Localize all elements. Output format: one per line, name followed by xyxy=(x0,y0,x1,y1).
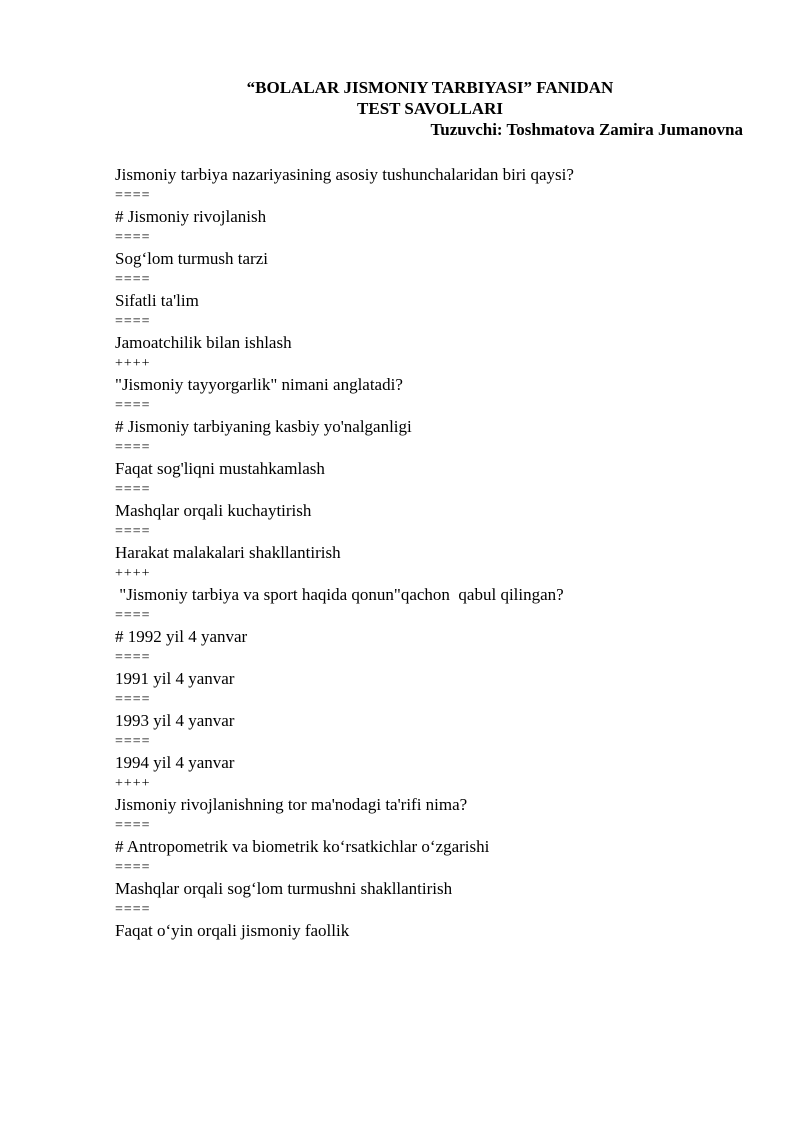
question-text: "Jismoniy tarbiya va sport haqida qonun"qachon qabul qilingan? xyxy=(115,585,564,604)
option-separator: ==== xyxy=(115,608,151,623)
document-subtitle: TEST SAVOLLARI xyxy=(357,99,503,118)
test-questions-list xyxy=(115,163,755,943)
option-separator: ==== xyxy=(115,440,151,455)
option-separator: ==== xyxy=(115,314,151,329)
option-separator: ==== xyxy=(115,902,151,917)
answer-option: Mashqlar orqali kuchaytirish xyxy=(115,501,312,520)
document-title: “BOLALAR JISMONIY TARBIYASI” FANIDAN xyxy=(246,78,614,97)
answer-option: # Antropometrik va biometrik ko‘rsatkichlar o‘zgarishi xyxy=(115,837,490,856)
option-separator: ==== xyxy=(115,398,151,413)
answer-option: Sifatli ta'lim xyxy=(115,291,199,310)
answer-option: 1994 yil 4 yanvar xyxy=(115,753,235,772)
answer-option: # 1992 yil 4 yanvar xyxy=(115,627,248,646)
question-separator: ++++ xyxy=(115,566,151,581)
option-separator: ==== xyxy=(115,734,151,749)
answer-option: 1991 yil 4 yanvar xyxy=(115,669,235,688)
question-separator: ++++ xyxy=(115,356,151,371)
answer-option: Sog‘lom turmush tarzi xyxy=(115,249,268,268)
option-separator: ==== xyxy=(115,230,151,245)
option-separator: ==== xyxy=(115,272,151,287)
question-text: Jismoniy rivojlanishning tor ma'nodagi ta'rifi nima? xyxy=(115,795,468,814)
answer-option: Mashqlar orqali sog‘lom turmushni shakllantirish xyxy=(115,879,453,898)
question-separator: ++++ xyxy=(115,776,151,791)
answer-option: 1993 yil 4 yanvar xyxy=(115,711,235,730)
option-separator: ==== xyxy=(115,188,151,203)
answer-option: # Jismoniy tarbiyaning kasbiy yo'nalganligi xyxy=(115,417,412,436)
answer-option: Jamoatchilik bilan ishlash xyxy=(115,333,292,352)
answer-option: # Jismoniy rivojlanish xyxy=(115,207,267,226)
option-separator: ==== xyxy=(115,860,151,875)
answer-option: Harakat malakalari shakllantirish xyxy=(115,543,341,562)
option-separator: ==== xyxy=(115,818,151,833)
answer-option: Faqat sog'liqni mustahkamlash xyxy=(115,459,325,478)
option-separator: ==== xyxy=(115,524,151,539)
answer-option: Faqat o‘yin orqali jismoniy faollik xyxy=(115,921,350,940)
author-line: Tuzuvchi: Toshmatova Zamira Jumanovna xyxy=(430,120,743,139)
question-text: Jismoniy tarbiya nazariyasining asosiy tushunchalaridan biri qaysi? xyxy=(115,165,574,184)
question-text: "Jismoniy tayyorgarlik" nimani anglatadi? xyxy=(115,375,403,394)
option-separator: ==== xyxy=(115,650,151,665)
option-separator: ==== xyxy=(115,482,151,497)
option-separator: ==== xyxy=(115,692,151,707)
